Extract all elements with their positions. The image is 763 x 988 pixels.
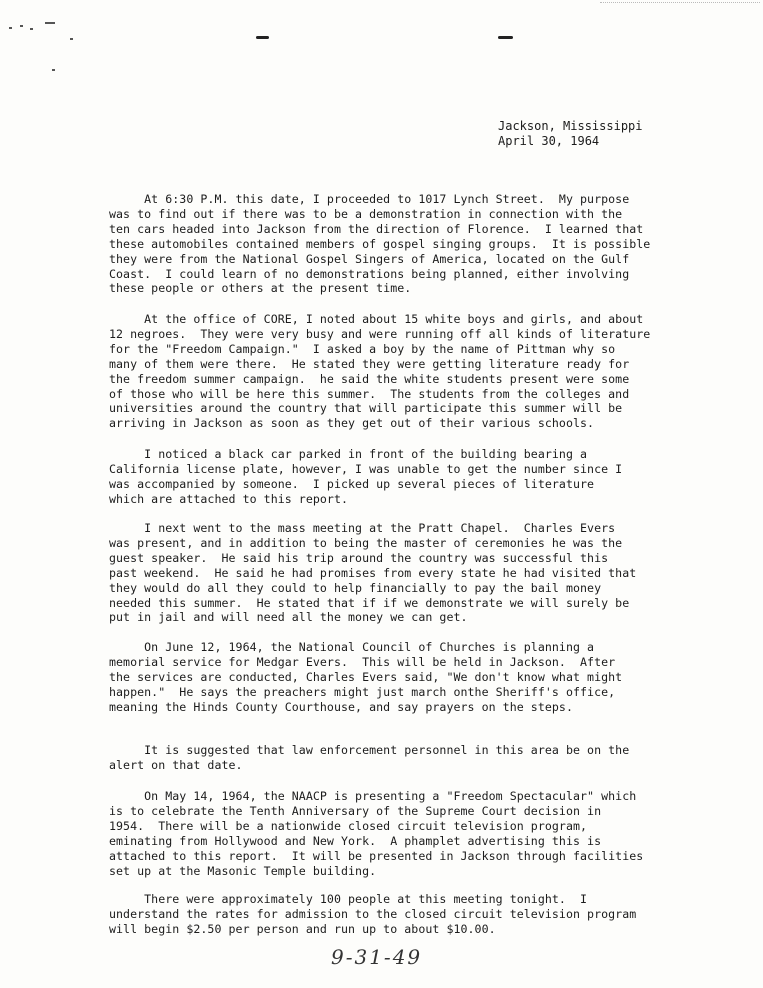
paragraph-8: There were approximately 100 people at this meeting tonight. I understand the rates for admission to the closed circuit television program will begin $2.50 per person and run up to about $10.00. [109, 892, 637, 936]
punch-mark-right [498, 36, 513, 39]
punch-mark-left [256, 36, 269, 39]
scan-speck [52, 69, 55, 71]
scan-speck [70, 38, 73, 40]
scan-speck [9, 27, 12, 29]
dateline-date: April 30, 1964 [498, 134, 600, 148]
paragraph-3: I noticed a black car parked in front of the building bearing a California license plate, however, I was unable to get the number since I was accompanied by someone. I picked up several pieces of literature which are attached to this report. [109, 447, 623, 506]
top-edge-dots [600, 2, 760, 4]
scan-speck [20, 25, 23, 27]
paragraph-1: At 6:30 P.M. this date, I proceeded to 1017 Lynch Street. My purpose was to find out if there was to be a demonstration in connection with the ten cars headed into Jackson from the direction of Florence. I learned that these automobiles contained members of gospel singing groups. It is possible they were from the National Gospel Singers of America, located on the Gulf Coast. I could learn of no demonstrations being planned, either involving these people or others at the present time. [109, 192, 651, 296]
paragraph-2: At the office of CORE, I noted about 15 white boys and girls, and about 12 negroes. They were very busy and were running off all kinds of literature for the "Freedom Campaign." I asked a boy by the name of Pittman why so many of them were there. He stated they were getting literature ready for the freedom summer campaign. he said the white students present were some of those who will be here this summer. The students from the colleges and universities around the country that will participate this summer will be arriving in Jackson as soon as they get out of their various schools. [109, 312, 651, 431]
dateline-city: Jackson, Mississippi [498, 119, 643, 133]
paragraph-5: On June 12, 1964, the National Council of Churches is planning a memorial service for Medgar Evers. This will be held in Jackson. After the services are conducted, Charles Evers said, "We don't know what might happen." He says the preachers might just march onthe Sheriff's office, meaning the Hinds County Courthouse, and say prayers on the steps. [109, 640, 623, 714]
scan-speck [45, 22, 55, 24]
paragraph-6: It is suggested that law enforcement personnel in this area be on the alert on that date. [109, 743, 630, 772]
dateline [498, 119, 643, 149]
handwritten-file-number: 9-31-49 [331, 945, 423, 969]
paragraph-7: On May 14, 1964, the NAACP is presenting a "Freedom Spectacular" which is to celebrate the Tenth Anniversary of the Supreme Court decision in 1954. There will be a nationwide closed circuit television program, eminating from Hollywood and New York. A phamplet advertising this is attached to this report. It will be presented in Jackson through facilities set up at the Masonic Temple building. [109, 789, 644, 878]
scan-speck [30, 28, 33, 30]
paragraph-4: I next went to the mass meeting at the Pratt Chapel. Charles Evers was present, and in addition to being the master of ceremonies he was the guest speaker. He said his trip around the country was successful this past weekend. He said he had promises from every state he had visited that they would do all they could to help financially to pay the bail money needed this summer. He stated that if if we demonstrate we will surely be put in jail and will need all the money we can get. [109, 521, 637, 625]
